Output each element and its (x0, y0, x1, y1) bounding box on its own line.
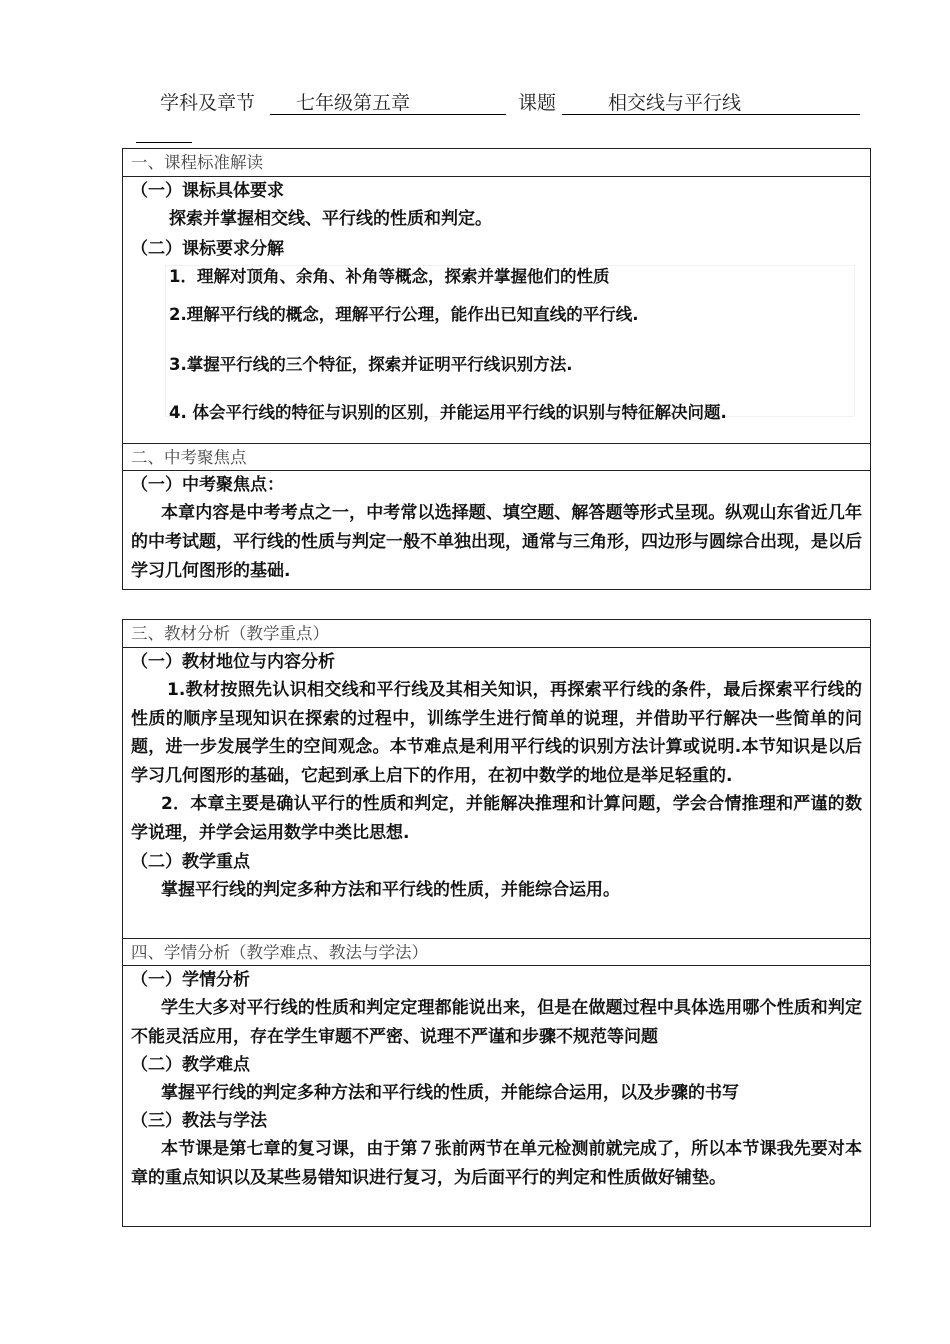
subsection-heading: （一）学情分析 (131, 970, 250, 990)
section4-body (123, 966, 870, 1192)
paragraph: 掌握平行线的判定多种方法和平行线的性质，并能综合运用。 (161, 879, 620, 900)
paragraph: 2．本章主要是确认平行的性质和判定，并能解决推理和计算问题，学会合情推理和严谨的数学说理，并学会运用数学中类比思想. (131, 794, 862, 843)
table-sections-1-2 (122, 148, 871, 590)
subsection-heading: （一）教材地位与内容分析 (131, 652, 335, 672)
subsection-heading: （二）教学难点 (131, 1055, 250, 1076)
paragraph: 掌握平行线的判定多种方法和平行线的性质，并能综合运用，以及步骤的书写 (161, 1083, 739, 1104)
header-stub-line (136, 142, 192, 143)
document-header (0, 88, 950, 122)
subsection-heading: （一）课标具体要求 (131, 181, 284, 201)
subject-value: 七年级第五章 (296, 92, 411, 114)
list-item: 4. 体会平行线的特征与识别的区别，并能运用平行线的识别与特征解决问题. (169, 403, 727, 422)
topic-value: 相交线与平行线 (608, 92, 742, 114)
paragraph: 探索并掌握相交线、平行线的性质和判定。 (169, 209, 492, 229)
list-item: 1．理解对顶角、余角、补角等概念，探索并掌握他们的性质 (169, 267, 610, 286)
requirement-list (123, 263, 870, 403)
paragraph: 本章内容是中考考点之一，中考常以选择题、填空题、解答题等形式呈现。纵观山东省近几年的中考试题，平行线的性质与判定一般不单独出现，通常与三角形，四边形与圆综合出现，是以后学习几何图形的基础. (131, 503, 862, 581)
section-title: 三、教材分析（教学重点） (123, 620, 870, 648)
section2-body (123, 471, 870, 586)
subsection-heading: （一）中考聚焦点： (131, 475, 284, 495)
topic-label: 课题 (518, 92, 557, 114)
subsection-heading: （二）课标要求分解 (131, 239, 284, 259)
subsection-heading: （三）教法与学法 (131, 1111, 267, 1132)
section-title: 二、中考聚焦点 (123, 443, 870, 471)
paragraph: 本节课是第七章的复习课，由于第７张前两节在单元检测前就完成了，所以本节课我先要对本章的重点知识以及某些易错知识进行复习，为后面平行的判定和性质做好铺垫。 (131, 1139, 862, 1188)
list-item: 3.掌握平行线的三个特征，探索并证明平行线识别方法. (169, 355, 573, 374)
list-item: 2.理解平行线的概念，理解平行公理，能作出已知直线的平行线. (169, 305, 639, 324)
table-sections-3-4 (122, 619, 871, 1227)
section-title: 四、学情分析（教学难点、教法与学法） (123, 938, 870, 966)
subject-label: 学科及章节 (160, 92, 256, 114)
paragraph: 学生大多对平行线的性质和判定定理都能说出来，但是在做题过程中具体选用哪个性质和判定不能灵活应用，存在学生审题不严密、说理不严谨和步骤不规范等问题 (131, 998, 862, 1047)
subsection-heading: （二）教学重点 (131, 851, 250, 872)
paragraph: 1.教材按照先认识相交线和平行线及其相关知识，再探索平行线的条件，最后探索平行线的性质的顺序呈现知识在探索的过程中，训练学生进行简单的说理，并借助平行解决一些简单的问题，进一步发展学生的空间观念。本节难点是利用平行线的识别方法计算或说明.本节知识是以后学习几何图形的基础，它起到承上启下的作用，在初中数学的地位是举足轻重的. (131, 680, 862, 786)
section-title: 一、课程标准解读 (123, 149, 870, 177)
